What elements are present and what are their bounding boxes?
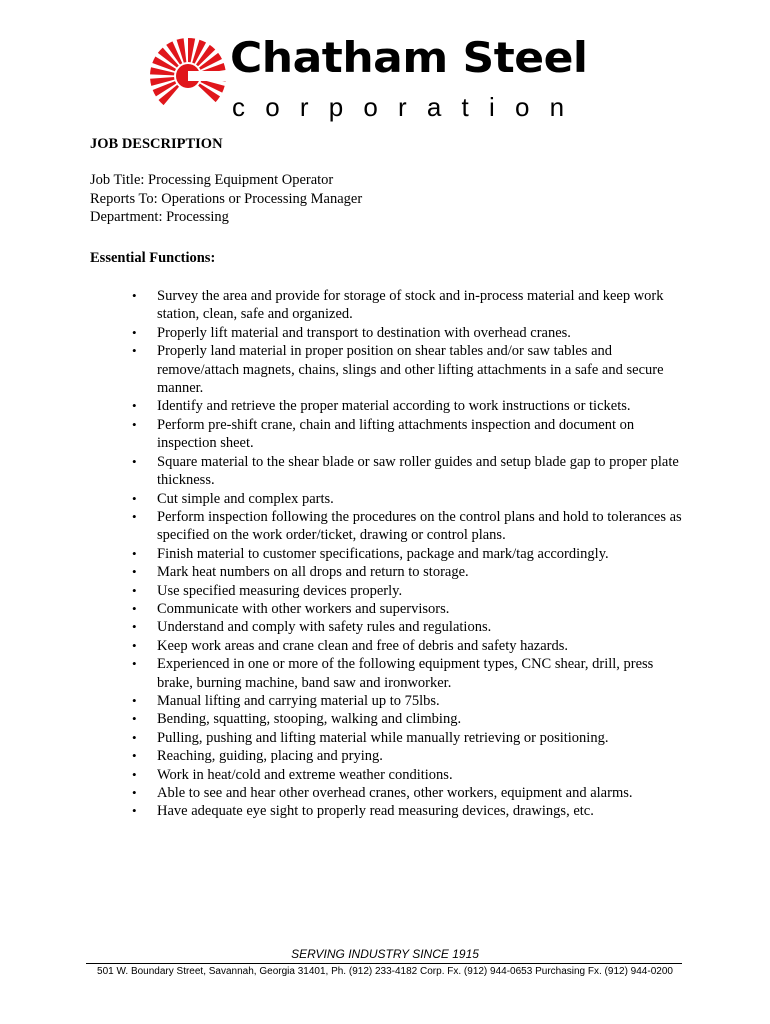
function-item (132, 766, 690, 784)
company-logo (148, 36, 620, 126)
footer-address: 501 W. Boundary Street, Savannah, Georgia 31401, Ph. (912) 233-4182 Corp. Fx. (912) 944-0653 Purchasing Fx. (912) 944-0200 (97, 966, 673, 977)
bullet-icon: • (132, 619, 137, 635)
company-name: Chatham Steel (230, 34, 588, 83)
reports-to-line: Reports To: Operations or Processing Manager (90, 190, 363, 207)
bullet-icon: • (132, 785, 137, 800)
bullet-icon: • (132, 398, 137, 414)
function-item (132, 655, 690, 692)
bullet-icon: • (132, 729, 137, 745)
bullet-icon: • (132, 564, 137, 580)
bullet-icon: • (132, 490, 137, 506)
function-item (132, 416, 690, 453)
function-item (132, 490, 690, 508)
function-text: Pulling, pushing and lifting material while manually retrieving or positioning. (157, 729, 609, 746)
function-text: Use specified measuring devices properly. (157, 582, 403, 599)
function-item (132, 802, 690, 820)
function-item (132, 563, 690, 581)
bullet-icon: • (132, 416, 137, 432)
function-text: Properly lift material and transport to destination with overhead cranes. (157, 324, 571, 341)
function-item (132, 582, 690, 600)
function-text: Experienced in one or more of the following equipment types, CNC shear, drill, press brake, burning machine, band saw and ironworker. (157, 656, 654, 691)
bullet-icon: • (132, 766, 137, 782)
function-text: Reaching, guiding, placing and prying. (157, 748, 383, 765)
document-heading: JOB DESCRIPTION (90, 136, 223, 152)
function-item (132, 545, 690, 563)
footer-divider (86, 963, 682, 964)
function-text: Understand and comply with safety rules and regulations. (157, 619, 492, 636)
bullet-icon: • (132, 656, 137, 672)
bullet-icon: • (132, 545, 137, 561)
bullet-icon: • (132, 803, 137, 819)
company-tagline: corporation (232, 92, 585, 122)
bullet-icon: • (132, 453, 137, 469)
essential-functions-list (90, 287, 690, 821)
function-item (132, 287, 690, 324)
function-item (132, 747, 690, 765)
function-item (132, 453, 690, 490)
logo-gap (188, 71, 228, 81)
function-text: Have adequate eye sight to properly read measuring devices, drawings, etc. (157, 803, 594, 820)
function-item (132, 637, 690, 655)
function-text: Perform inspection following the procedures on the control plans and hold to tolerances as specified on the work order/ticket, drawing or control plans. (157, 508, 682, 544)
bullet-icon: • (132, 288, 137, 304)
function-item (132, 729, 690, 747)
function-text: Identify and retrieve the proper material according to work instructions or tickets. (157, 398, 631, 415)
function-text: Survey the area and provide for storage of stock and in-process material and keep work station, clean, safe and organized. (157, 288, 664, 323)
function-item (132, 342, 690, 397)
function-text: Able to see and hear other overhead cranes, other workers, equipment and alarms. (157, 785, 633, 801)
job-info (90, 171, 690, 226)
job-description-document (90, 135, 690, 821)
function-text: Square material to the shear blade or saw roller guides and setup blade gap to proper plate thickness. (157, 453, 679, 489)
bullet-icon: • (132, 748, 137, 764)
department-line: Department: Processing (90, 209, 229, 226)
function-text: Perform pre-shift crane, chain and lifting attachments inspection and document on inspection sheet. (157, 416, 635, 452)
function-item (132, 600, 690, 618)
function-text: Cut simple and complex parts. (157, 490, 334, 507)
function-text: Mark heat numbers on all drops and return to storage. (157, 564, 469, 581)
chatham-steel-logo-icon (148, 36, 228, 116)
bullet-icon: • (132, 324, 137, 340)
bullet-icon: • (132, 637, 137, 653)
function-text: Work in heat/cold and extreme weather conditions. (157, 766, 453, 783)
function-text: Manual lifting and carrying material up to 75lbs. (157, 692, 440, 709)
function-item (132, 692, 690, 710)
function-text: Finish material to customer specifications, package and mark/tag accordingly. (157, 545, 609, 562)
essential-functions-title: Essential Functions: (90, 249, 216, 266)
function-text: Keep work areas and crane clean and free of debris and safety hazards. (157, 637, 569, 654)
function-item (132, 784, 690, 802)
job-title-line: Job Title: Processing Equipment Operator (90, 172, 334, 189)
footer-tagline: SERVING INDUSTRY SINCE 1915 (291, 947, 479, 961)
function-text: Bending, squatting, stooping, walking and climbing. (157, 711, 462, 728)
bullet-icon: • (132, 343, 137, 359)
bullet-icon: • (132, 582, 137, 598)
function-item (132, 397, 690, 415)
function-text: Properly land material in proper position on shear tables and/or saw tables and remove/attach magnets, chains, slings and other lifting attachments in a safe and secure manner. (157, 343, 664, 397)
bullet-icon: • (132, 508, 137, 524)
function-item (132, 710, 690, 728)
bullet-icon: • (132, 600, 137, 616)
bullet-icon: • (132, 711, 137, 727)
bullet-icon: • (132, 692, 137, 708)
function-item (132, 618, 690, 636)
function-item (132, 324, 690, 342)
function-item (132, 508, 690, 545)
function-text: Communicate with other workers and supervisors. (157, 600, 450, 617)
